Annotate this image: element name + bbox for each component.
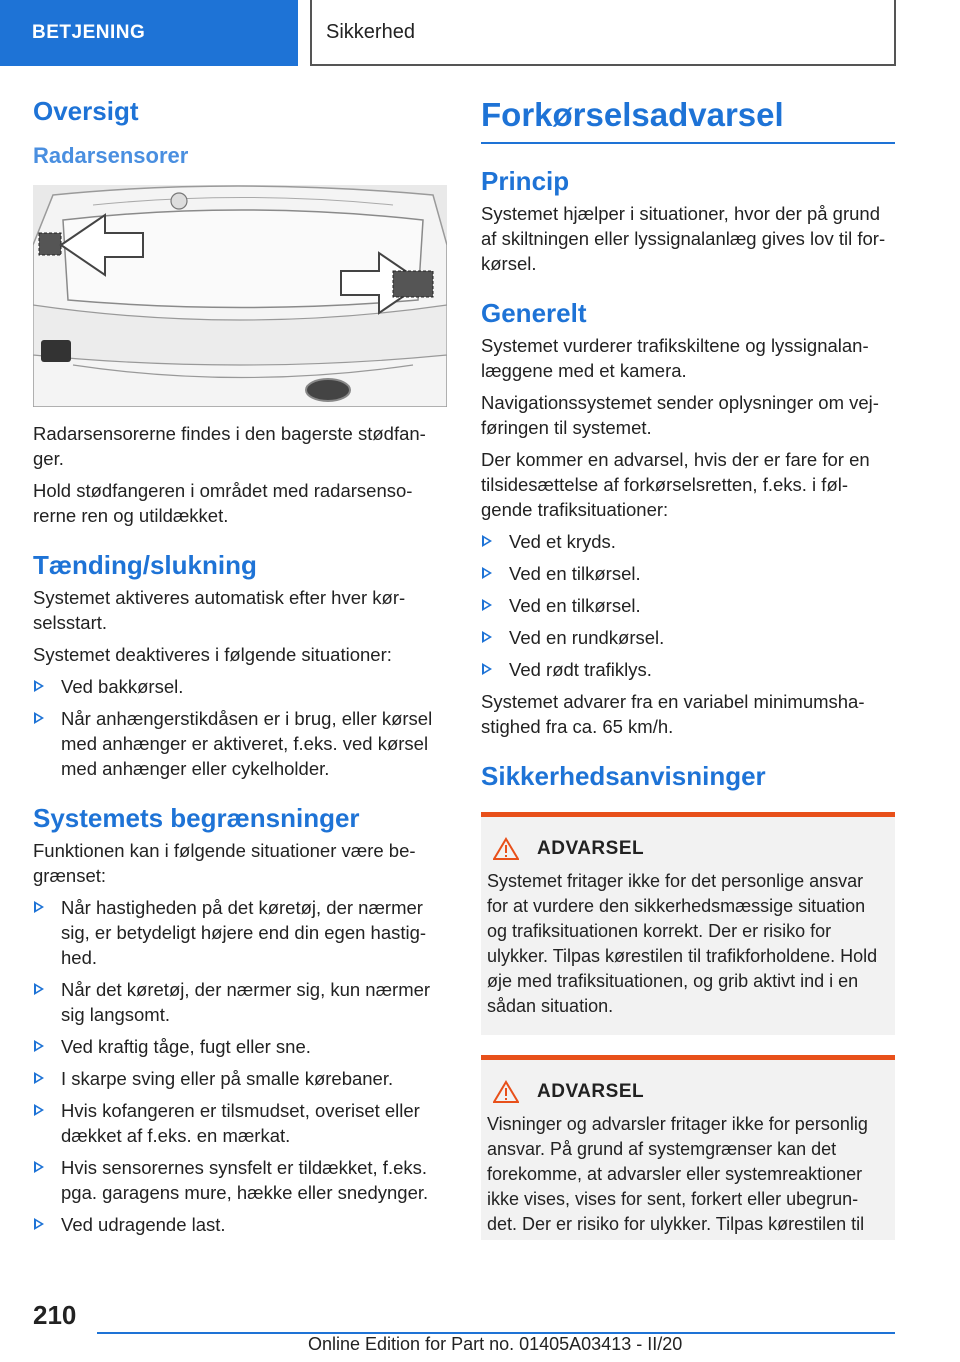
text-begraensninger: Funktionen kan i følgende situationer være be-grænset: bbox=[33, 840, 416, 886]
heading-oversigt: Oversigt bbox=[33, 96, 139, 126]
page-footer bbox=[0, 1300, 960, 1362]
page-header bbox=[0, 0, 960, 66]
heading-sikkerhedsanvisninger: Sikkerhedsanvisninger bbox=[481, 761, 766, 791]
heading-princip: Princip bbox=[481, 166, 570, 196]
list-item: Når det køretøj, der nærmer sig, kun nærmer sig langsomt. bbox=[33, 977, 447, 1027]
warning-text: Systemet fritager ikke for det personlige ansvar for at vurdere den sikkerhedsmæssige situation og trafiksituationen korrekt. Der er risiko for ulykker. Tilpas kørestilen til trafikforholdene. Hold øje med trafiksituationen, og grib aktivt ind i en sådan situation. bbox=[487, 871, 878, 1016]
warning-triangle-icon bbox=[493, 1080, 519, 1104]
warning-triangle-icon bbox=[493, 837, 519, 861]
warning-title: ADVARSEL bbox=[537, 838, 645, 859]
triangle-bullet-icon bbox=[34, 901, 44, 913]
heading-radarsensorer: Radarsensorer bbox=[33, 143, 189, 168]
text-taending-1: Systemet aktiveres automatisk efter hver kør-selsstart. bbox=[33, 587, 406, 633]
list-traffic-situations bbox=[481, 529, 895, 682]
heading-generelt: Generelt bbox=[481, 298, 587, 328]
list-item: Hvis kofangeren er tilsmudset, overiset eller dækket af f.eks. en mærkat. bbox=[33, 1098, 447, 1148]
warning-text: Visninger og advarsler fritager ikke for personlig ansvar. På grund af systemgrænser kan det forekomme, at advarsler eller systemreaktioner ikke vises, vises for sent, forkert eller ubegrun-det. Der er risiko for ulykker. Tilpas kørestilen til bbox=[487, 1114, 868, 1234]
list-item: Hvis sensorernes synsfelt er tildækket, f.eks. pga. garagens mure, hække eller snedynger. bbox=[33, 1155, 447, 1205]
text-princip: Systemet hjælper i situationer, hvor der på grund af skiltningen eller lyssignalanlæg gives lov til for-kørsel. bbox=[481, 203, 886, 274]
section-tab: BETJENING bbox=[0, 0, 298, 66]
text-taending-2: Systemet deaktiveres i følgende situationer: bbox=[33, 644, 392, 665]
list-item: Når hastigheden på det køretøj, der nærmer sig, er betydeligt højere end din egen hastig-hed. bbox=[33, 895, 447, 970]
triangle-bullet-icon bbox=[34, 1072, 44, 1084]
triangle-bullet-icon bbox=[482, 599, 492, 611]
list-item: Ved en tilkørsel. bbox=[481, 561, 895, 586]
list-item: I skarpe sving eller på smalle kørebaner. bbox=[33, 1066, 447, 1091]
text-generelt-3: Der kommer en advarsel, hvis der er fare for en tilsidesættelse af forkørselsretten, f.eks. i føl-gende trafiksituationer: bbox=[481, 449, 870, 520]
text-radar-keep-clean: Hold stødfangeren i området med radarsenso-rerne ren og utildækket. bbox=[33, 480, 413, 526]
text-generelt-1: Systemet vurderer trafikskiltene og lyssignalan-læggene med et kamera. bbox=[481, 335, 869, 381]
car-rear-radar-illustration bbox=[33, 185, 447, 407]
list-item: Ved et kryds. bbox=[481, 529, 895, 554]
text-generelt-2: Navigationssystemet sender oplysninger om vej-føringen til systemet. bbox=[481, 392, 879, 438]
triangle-bullet-icon bbox=[482, 535, 492, 547]
list-item: Ved kraftig tåge, fugt eller sne. bbox=[33, 1034, 447, 1059]
list-item: Når anhængerstikdåsen er i brug, eller kørsel med anhænger er aktiveret, f.eks. ved kørsel med anhænger eller cykelholder. bbox=[33, 706, 447, 781]
heading-begraensninger: Systemets begrænsninger bbox=[33, 803, 360, 833]
list-item: Ved udragende last. bbox=[33, 1212, 447, 1237]
triangle-bullet-icon bbox=[34, 1161, 44, 1173]
triangle-bullet-icon bbox=[34, 712, 44, 724]
warning-box-1 bbox=[481, 812, 895, 1035]
chapter-title: Sikkerhed bbox=[310, 0, 896, 66]
warning-title: ADVARSEL bbox=[537, 1081, 645, 1102]
list-limitations bbox=[33, 895, 447, 1237]
list-item: Ved en rundkørsel. bbox=[481, 625, 895, 650]
left-column bbox=[33, 96, 447, 1244]
triangle-bullet-icon bbox=[482, 567, 492, 579]
list-deactivation bbox=[33, 674, 447, 781]
heading-forkoerselsadvarsel: Forkørselsadvarsel bbox=[481, 96, 895, 144]
list-item: Ved rødt trafiklys. bbox=[481, 657, 895, 682]
warning-box-2 bbox=[481, 1055, 895, 1240]
triangle-bullet-icon bbox=[34, 680, 44, 692]
text-radar-location: Radarsensorerne findes i den bagerste stødfan-ger. bbox=[33, 423, 426, 469]
triangle-bullet-icon bbox=[34, 1218, 44, 1230]
triangle-bullet-icon bbox=[34, 1104, 44, 1116]
right-column bbox=[481, 96, 895, 1240]
heading-taending-slukning: Tænding/slukning bbox=[33, 550, 257, 580]
triangle-bullet-icon bbox=[482, 631, 492, 643]
triangle-bullet-icon bbox=[482, 663, 492, 675]
triangle-bullet-icon bbox=[34, 983, 44, 995]
triangle-bullet-icon bbox=[34, 1040, 44, 1052]
list-item: Ved en tilkørsel. bbox=[481, 593, 895, 618]
page-number: 210 bbox=[33, 1300, 77, 1330]
edition-text: Online Edition for Part no. 01405A03413 - II/20 bbox=[308, 1334, 683, 1354]
list-item: Ved bakkørsel. bbox=[33, 674, 447, 699]
text-generelt-4: Systemet advarer fra en variabel minimumsha-stighed fra ca. 65 km/h. bbox=[481, 691, 865, 737]
